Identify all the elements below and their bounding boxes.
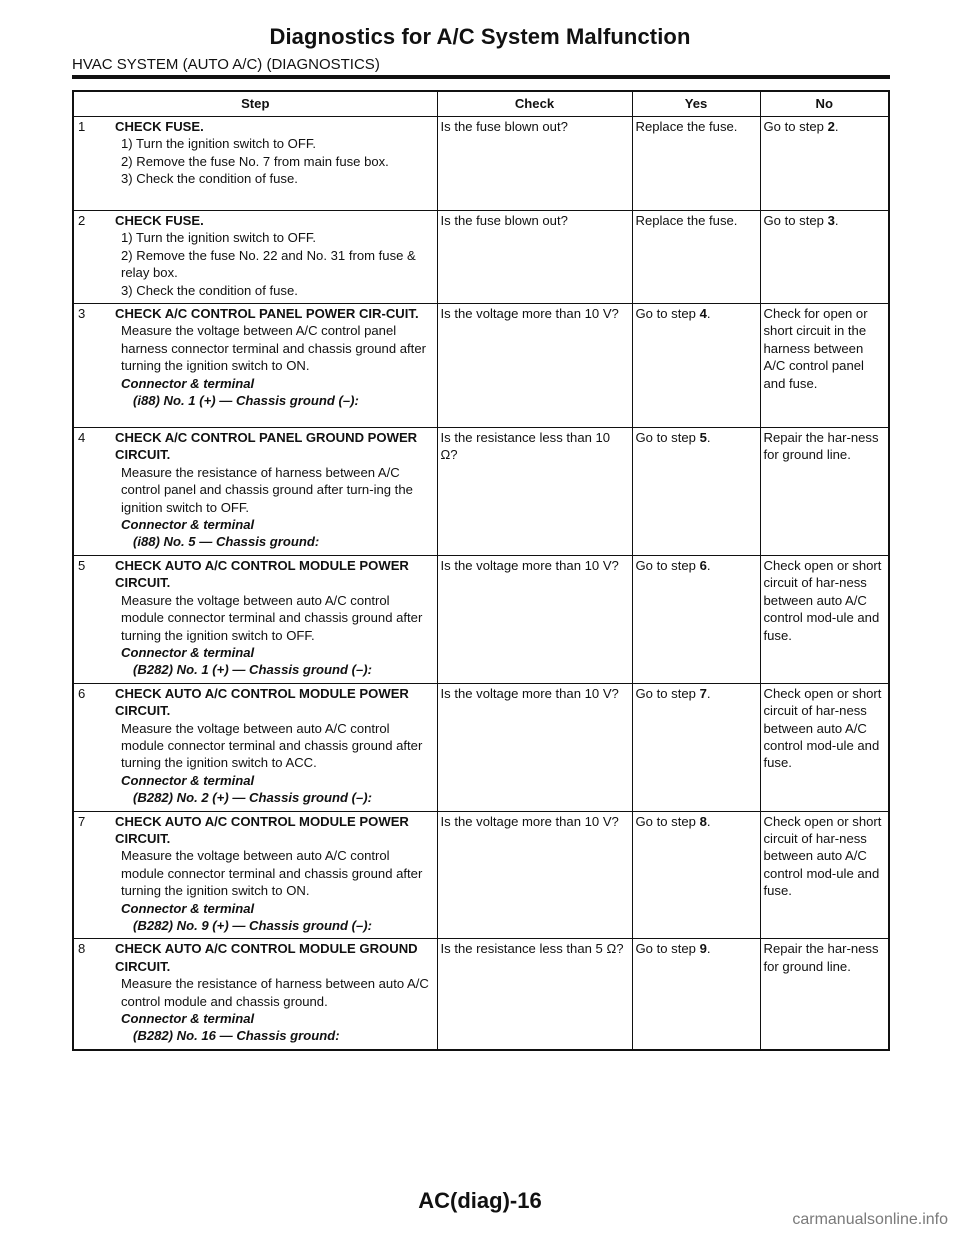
step-number: 6 — [73, 683, 115, 811]
table-body — [73, 117, 889, 1050]
yes-step-number: 8 — [699, 813, 707, 829]
yes-cell — [632, 555, 760, 683]
connector-label: Connector & terminal — [121, 772, 255, 788]
yes-cell — [632, 304, 760, 428]
connector-label: Connector & terminal — [121, 900, 255, 916]
yes-suffix: . — [706, 813, 711, 829]
no-cell: Check open or short circuit of har-ness between auto A/C control mod-ule and fuse. — [760, 555, 889, 683]
section-title: HVAC SYSTEM (AUTO A/C) (DIAGNOSTICS) — [72, 56, 380, 73]
step-instruction: 2) Remove the fuse No. 7 from main fuse box. — [121, 153, 389, 169]
table-row — [73, 211, 889, 304]
table-row — [73, 555, 889, 683]
yes-text: Go to step — [635, 430, 700, 446]
step-cell — [115, 939, 437, 1050]
terminal-spec: (i88) No. 1 (+) — Chassis ground (–): — [133, 393, 359, 409]
no-cell — [760, 211, 889, 304]
terminal-spec: (B282) No. 1 (+) — Chassis ground (–): — [133, 662, 372, 678]
step-instruction: Measure the resistance of harness between A/C control panel and chassis ground after turn-ing the ignition switch to OFF. — [121, 464, 413, 515]
connector-label: Connector & terminal — [121, 375, 255, 391]
step-title: CHECK FUSE. — [115, 213, 204, 228]
no-suffix: . — [834, 119, 839, 134]
check-cell: Is the voltage more than 10 V? — [437, 811, 632, 939]
table-row — [73, 304, 889, 428]
step-instruction: 1) Turn the ignition switch to OFF. — [121, 230, 317, 246]
step-instruction: Measure the voltage between auto A/C control module connector terminal and chassis ground after turning the ignition switch to ON. — [121, 848, 423, 899]
yes-step-number: 6 — [699, 557, 707, 573]
step-number: 2 — [73, 211, 115, 304]
yes-text: Go to step — [635, 941, 700, 957]
yes-step-number: 9 — [699, 941, 707, 957]
yes-cell: Replace the fuse. — [632, 211, 760, 304]
yes-suffix: . — [706, 685, 711, 701]
yes-cell — [632, 811, 760, 939]
yes-step-number: 4 — [699, 306, 707, 322]
yes-text: Go to step — [635, 813, 700, 829]
no-text: Go to step — [763, 213, 828, 228]
terminal-spec: (B282) No. 16 — Chassis ground: — [133, 1028, 340, 1044]
step-cell — [115, 304, 437, 428]
terminal-spec: (B282) No. 2 (+) — Chassis ground (–): — [133, 790, 372, 806]
step-cell — [115, 428, 437, 556]
connector-label: Connector & terminal — [121, 517, 255, 533]
step-number: 3 — [73, 304, 115, 428]
step-instruction: Measure the voltage between auto A/C control module connector terminal and chassis ground after turning the ignition switch to OFF. — [121, 592, 423, 643]
step-instruction: 3) Check the condition of fuse. — [121, 282, 298, 298]
yes-text: Go to step — [635, 557, 700, 573]
step-instruction: 2) Remove the fuse No. 22 and No. 31 from fuse & relay box. — [121, 247, 416, 281]
page-title: Diagnostics for A/C System Malfunction — [269, 24, 691, 49]
step-cell — [115, 683, 437, 811]
connector-label: Connector & terminal — [121, 644, 255, 660]
step-title: CHECK A/C CONTROL PANEL GROUND POWER CIRCUIT. — [115, 430, 418, 463]
step-cell — [115, 555, 437, 683]
yes-step-number: 5 — [699, 430, 707, 446]
step-cell — [115, 211, 437, 304]
yes-text: Go to step — [635, 306, 700, 322]
table-row — [73, 117, 889, 211]
step-cell — [115, 117, 437, 211]
step-title: CHECK AUTO A/C CONTROL MODULE GROUND CIRCUIT. — [115, 941, 418, 974]
yes-suffix: . — [706, 306, 711, 322]
yes-cell — [632, 939, 760, 1050]
check-cell: Is the voltage more than 10 V? — [437, 683, 632, 811]
step-title: CHECK AUTO A/C CONTROL MODULE POWER CIRCUIT. — [115, 685, 409, 719]
no-cell: Check open or short circuit of har-ness between auto A/C control mod-ule and fuse. — [760, 811, 889, 939]
no-suffix: . — [834, 213, 839, 228]
table-header-row — [73, 91, 889, 117]
step-title: CHECK FUSE. — [115, 119, 204, 134]
yes-suffix: . — [706, 430, 711, 446]
check-cell: Is the voltage more than 10 V? — [437, 304, 632, 428]
yes-cell — [632, 428, 760, 556]
no-step-number: 2 — [827, 119, 835, 134]
check-cell: Is the resistance less than 5 Ω? — [437, 939, 632, 1050]
yes-suffix: . — [706, 941, 711, 957]
yes-cell — [632, 683, 760, 811]
check-cell: Is the fuse blown out? — [437, 211, 632, 304]
step-number: 7 — [73, 811, 115, 939]
step-title: CHECK AUTO A/C CONTROL MODULE POWER CIRCUIT. — [115, 557, 409, 591]
header-divider — [72, 75, 890, 79]
step-number: 5 — [73, 555, 115, 683]
no-text: Go to step — [763, 119, 828, 134]
step-cell — [115, 811, 437, 939]
column-header-step: Step — [73, 91, 437, 117]
no-cell: Check open or short circuit of har-ness between auto A/C control mod-ule and fuse. — [760, 683, 889, 811]
step-title: CHECK A/C CONTROL PANEL POWER CIR-CUIT. — [115, 306, 419, 322]
no-cell — [760, 117, 889, 211]
check-cell: Is the fuse blown out? — [437, 117, 632, 211]
column-header-check: Check — [437, 91, 632, 117]
no-step-number: 3 — [827, 213, 835, 228]
terminal-spec: (B282) No. 9 (+) — Chassis ground (–): — [133, 918, 372, 933]
no-cell: Repair the har-ness for ground line. — [760, 939, 889, 1050]
column-header-yes: Yes — [632, 91, 760, 117]
step-instruction: 1) Turn the ignition switch to OFF. — [121, 136, 317, 152]
table-row — [73, 939, 889, 1050]
step-number: 1 — [73, 117, 115, 211]
yes-text: Go to step — [635, 685, 700, 701]
yes-cell: Replace the fuse. — [632, 117, 760, 211]
table-row — [73, 683, 889, 811]
step-instruction: Measure the voltage between A/C control panel harness connector terminal and chassis ground after turning the ignition switch to ON. — [121, 323, 426, 374]
no-cell: Repair the har-ness for ground line. — [760, 428, 889, 556]
check-cell: Is the voltage more than 10 V? — [437, 555, 632, 683]
step-number: 8 — [73, 939, 115, 1050]
column-header-no: No — [760, 91, 889, 117]
step-number: 4 — [73, 428, 115, 556]
terminal-spec: (i88) No. 5 — Chassis ground: — [133, 534, 320, 550]
check-cell: Is the resistance less than 10 Ω? — [437, 428, 632, 556]
diagnostics-table — [72, 90, 890, 1051]
table-row — [73, 811, 889, 939]
table-row — [73, 428, 889, 556]
connector-label: Connector & terminal — [121, 1011, 255, 1027]
yes-suffix: . — [706, 557, 711, 573]
step-instruction: Measure the voltage between auto A/C control module connector terminal and chassis ground after turning the ignition switch to ACC. — [121, 720, 423, 771]
step-instruction: 3) Check the condition of fuse. — [121, 171, 298, 187]
yes-step-number: 7 — [699, 685, 707, 701]
watermark: carmanualsonline.info — [792, 1211, 948, 1228]
no-cell: Check for open or short circuit in the harness between A/C control panel and fuse. — [760, 304, 889, 428]
step-title: CHECK AUTO A/C CONTROL MODULE POWER CIRCUIT. — [115, 813, 409, 846]
step-instruction: Measure the resistance of harness between auto A/C control module and chassis ground. — [121, 976, 429, 1009]
page-number: AC(diag)-16 — [418, 1188, 542, 1213]
